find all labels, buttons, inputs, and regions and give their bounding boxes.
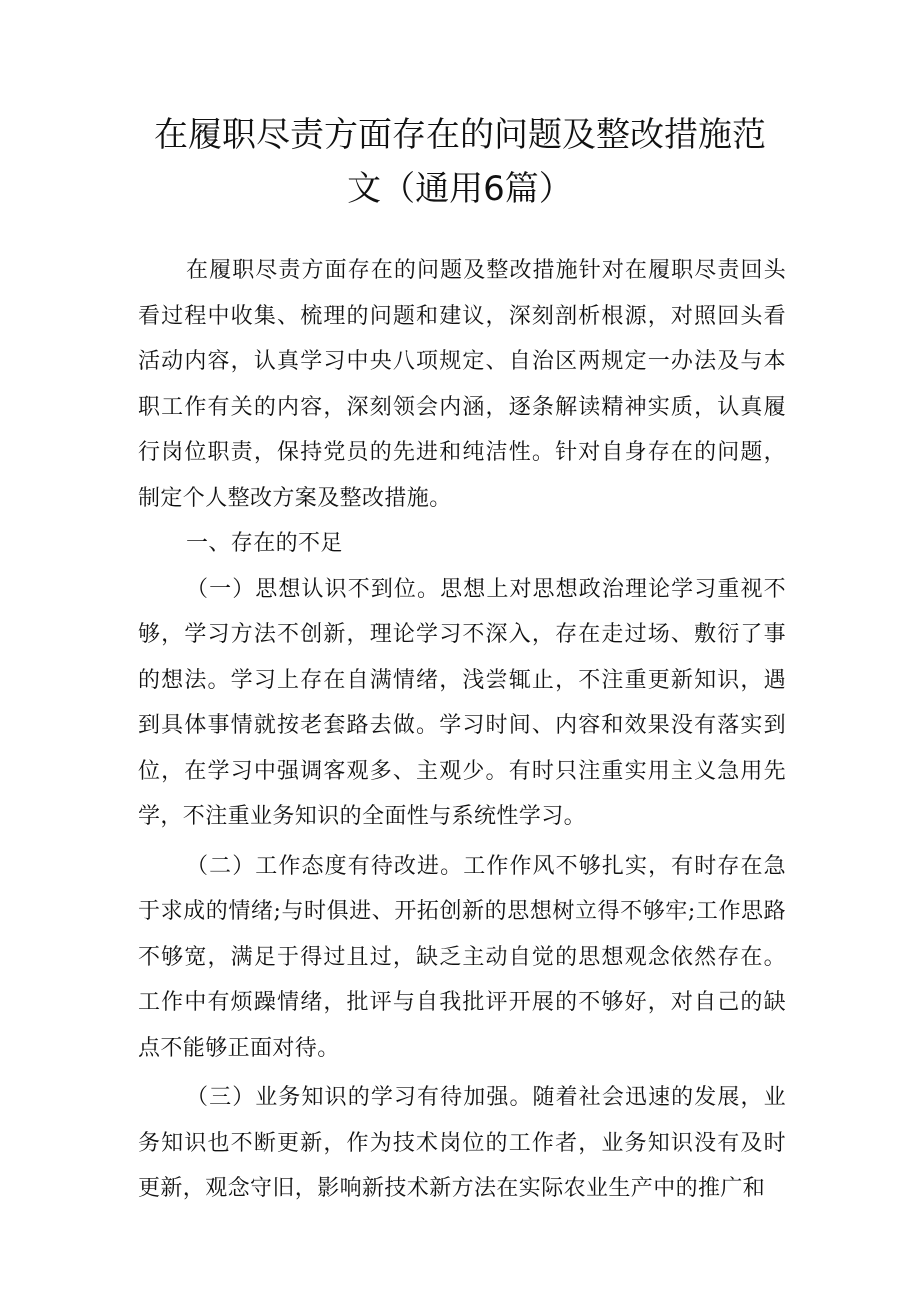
section-heading: 一、存在的不足 xyxy=(186,531,343,556)
document-body xyxy=(138,248,786,1212)
document-title xyxy=(120,108,800,216)
item-paragraph-2: （二）工作态度有待改进。工作作风不够扎实，有时存在急于求成的情绪;与时俱进、开拓创新的思想树立得不够牢;工作思路不够宽，满足于得过且过，缺乏主动自觉的思想观念依然存在。工作中有烦躁情绪，批评与自我批评开展的不够好，对自己的缺点不能够正面对待。 xyxy=(138,853,786,1061)
title-line-1: 在履职尽责方面存在的问题及整改措施范 xyxy=(154,115,766,155)
title-line-2: 文（通用6篇） xyxy=(347,169,573,209)
intro-paragraph: 在履职尽责方面存在的问题及整改措施针对在履职尽责回头看过程中收集、梳理的问题和建议，深刻剖析根源，对照回头看活动内容，认真学习中央八项规定、自治区两规定一办法及与本职工作有关的内容，深刻领会内涵，逐条解读精神实质，认真履行岗位职责，保持党员的先进和纯洁性。针对自身存在的问题，制定个人整改方案及整改措施。 xyxy=(138,258,786,511)
item-paragraph-1: （一）思想认识不到位。思想上对思想政治理论学习重视不够，学习方法不创新，理论学习不深入，存在走过场、敷衍了事的想法。学习上存在自满情绪，浅尝辄止，不注重更新知识，遇到具体事情就按老套路去做。学习时间、内容和效果没有落实到位，在学习中强调客观多、主观少。有时只注重实用主义急用先学，不注重业务知识的全面性与系统性学习。 xyxy=(138,576,786,829)
item-paragraph-3: （三）业务知识的学习有待加强。随着社会迅速的发展，业务知识也不断更新，作为技术岗位的工作者，业务知识没有及时更新，观念守旧，影响新技术新方法在实际农业生产中的推广和 xyxy=(138,1085,786,1201)
